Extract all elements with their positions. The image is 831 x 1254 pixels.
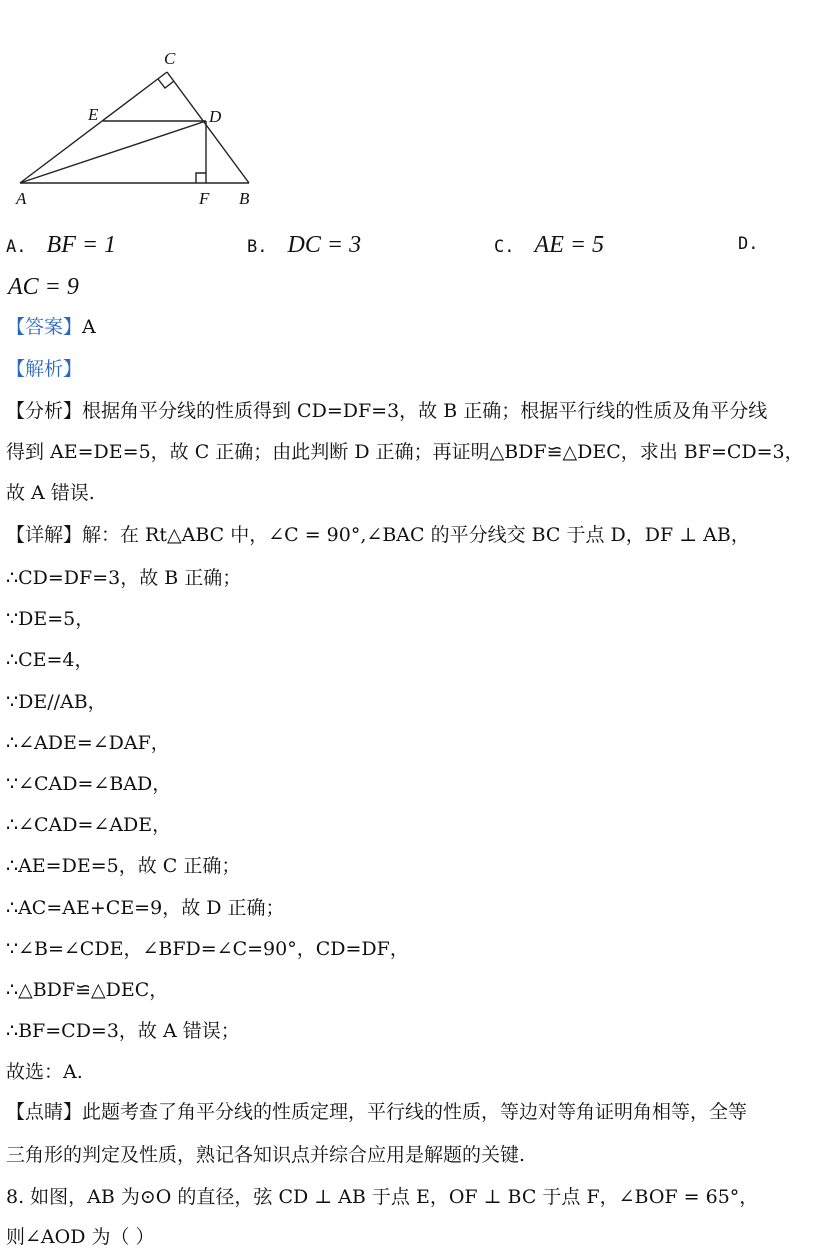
analysis-tag-line [6, 360, 826, 379]
fenxi-text-3: 故 A 错误. [6, 482, 95, 504]
fenxi-line-2 [6, 443, 826, 462]
label-d: D [209, 107, 222, 126]
answer-line [6, 318, 826, 337]
segment-ac [20, 72, 167, 183]
detail-step: ∵∠CAD=∠BAD， [6, 773, 172, 795]
option-d-text: AC = 9 [8, 274, 79, 300]
detail-step: ∵DE=5， [6, 608, 95, 631]
answer-value: A [82, 316, 96, 338]
detail-step: ∴∠ADE=∠DAF， [6, 731, 170, 754]
option-d [738, 232, 758, 254]
q8-text-2: 则∠AOD 为（ ） [6, 1226, 155, 1248]
detail-step: ∴CE=4， [6, 649, 94, 672]
detail-step: ∴AE=DE=5，故 C 正确； [6, 855, 241, 878]
comment-text-2: 三角形的判定及性质，熟记各知识点并综合应用是解题的关键. [6, 1144, 526, 1166]
option-b-text: DC = 3 [287, 232, 362, 258]
detail-text-1: 解：在 Rt△ABC 中，∠C = 90°,∠BAC 的平分线交 BC 于点 D，DF ⊥ AB， [82, 524, 750, 546]
fenxi-tag: 【分析】 [6, 400, 83, 422]
fenxi-text-2: 得到 AE=DE=5，故 C 正确；由此判断 D 正确；再证明△BDF≌△DEC，求出 BF=CD=3， [6, 441, 804, 463]
segment-cb [167, 72, 249, 183]
right-angle-mark-c [158, 79, 174, 88]
detail-step: ∵∠B=∠CDE，∠BFD=∠C=90°，CD=DF， [6, 937, 409, 960]
label-c: C [164, 49, 176, 68]
label-f: F [199, 189, 210, 208]
option-c-text: AE = 5 [534, 232, 605, 258]
option-d-value [8, 274, 79, 301]
option-a-text: BF = 1 [46, 232, 117, 258]
option-b-label: B. [247, 237, 268, 257]
right-angle-mark-f [196, 173, 206, 183]
q8-text-1: 8. 如图，AB 为⊙O 的直径，弦 CD ⊥ AB 于点 E，OF ⊥ BC 于点 F，∠BOF = 65°， [6, 1186, 759, 1208]
option-b [247, 232, 361, 259]
detail-step: ∵DE//AB， [6, 690, 107, 713]
triangle-figure [10, 40, 270, 210]
detail-step: 故选：A. [6, 1061, 83, 1084]
segment-ad [20, 121, 206, 183]
comment-tag: 【点睛】 [6, 1101, 83, 1123]
detail-step: ∴△BDF≌△DEC， [6, 979, 169, 1001]
label-e: E [88, 105, 99, 124]
option-c-label: C. [494, 237, 515, 257]
label-a: A [16, 189, 27, 208]
option-a-label: A. [6, 237, 27, 257]
q8-line-1 [6, 1188, 826, 1207]
comment-line-2 [6, 1146, 826, 1165]
option-a [6, 232, 116, 259]
comment-line-1 [6, 1103, 826, 1122]
analysis-tag: 【解析】 [6, 358, 83, 380]
label-b: B [239, 189, 250, 208]
fenxi-text-1: 根据角平分线的性质得到 CD=DF=3，故 B 正确；根据平行线的性质及角平分线 [82, 400, 768, 422]
detail-step: ∴CD=DF=3，故 B 正确； [6, 567, 242, 589]
detail-line-1 [6, 526, 826, 545]
comment-text-1: 此题考查了角平分线的性质定理，平行线的性质，等边对等角证明角相等，全等 [82, 1101, 748, 1123]
option-d-label: D. [738, 234, 759, 254]
detail-step: ∴BF=CD=3，故 A 错误； [6, 1020, 240, 1043]
answer-tag: 【答案】 [6, 316, 83, 338]
q8-line-2 [6, 1228, 826, 1247]
fenxi-line-3 [6, 484, 826, 503]
detail-step: ∴∠CAD=∠ADE， [6, 814, 172, 837]
detail-step: ∴AC=AE+CE=9，故 D 正确； [6, 896, 285, 919]
detail-tag: 【详解】 [6, 524, 83, 546]
option-c [494, 232, 604, 259]
fenxi-line-1 [6, 402, 826, 421]
